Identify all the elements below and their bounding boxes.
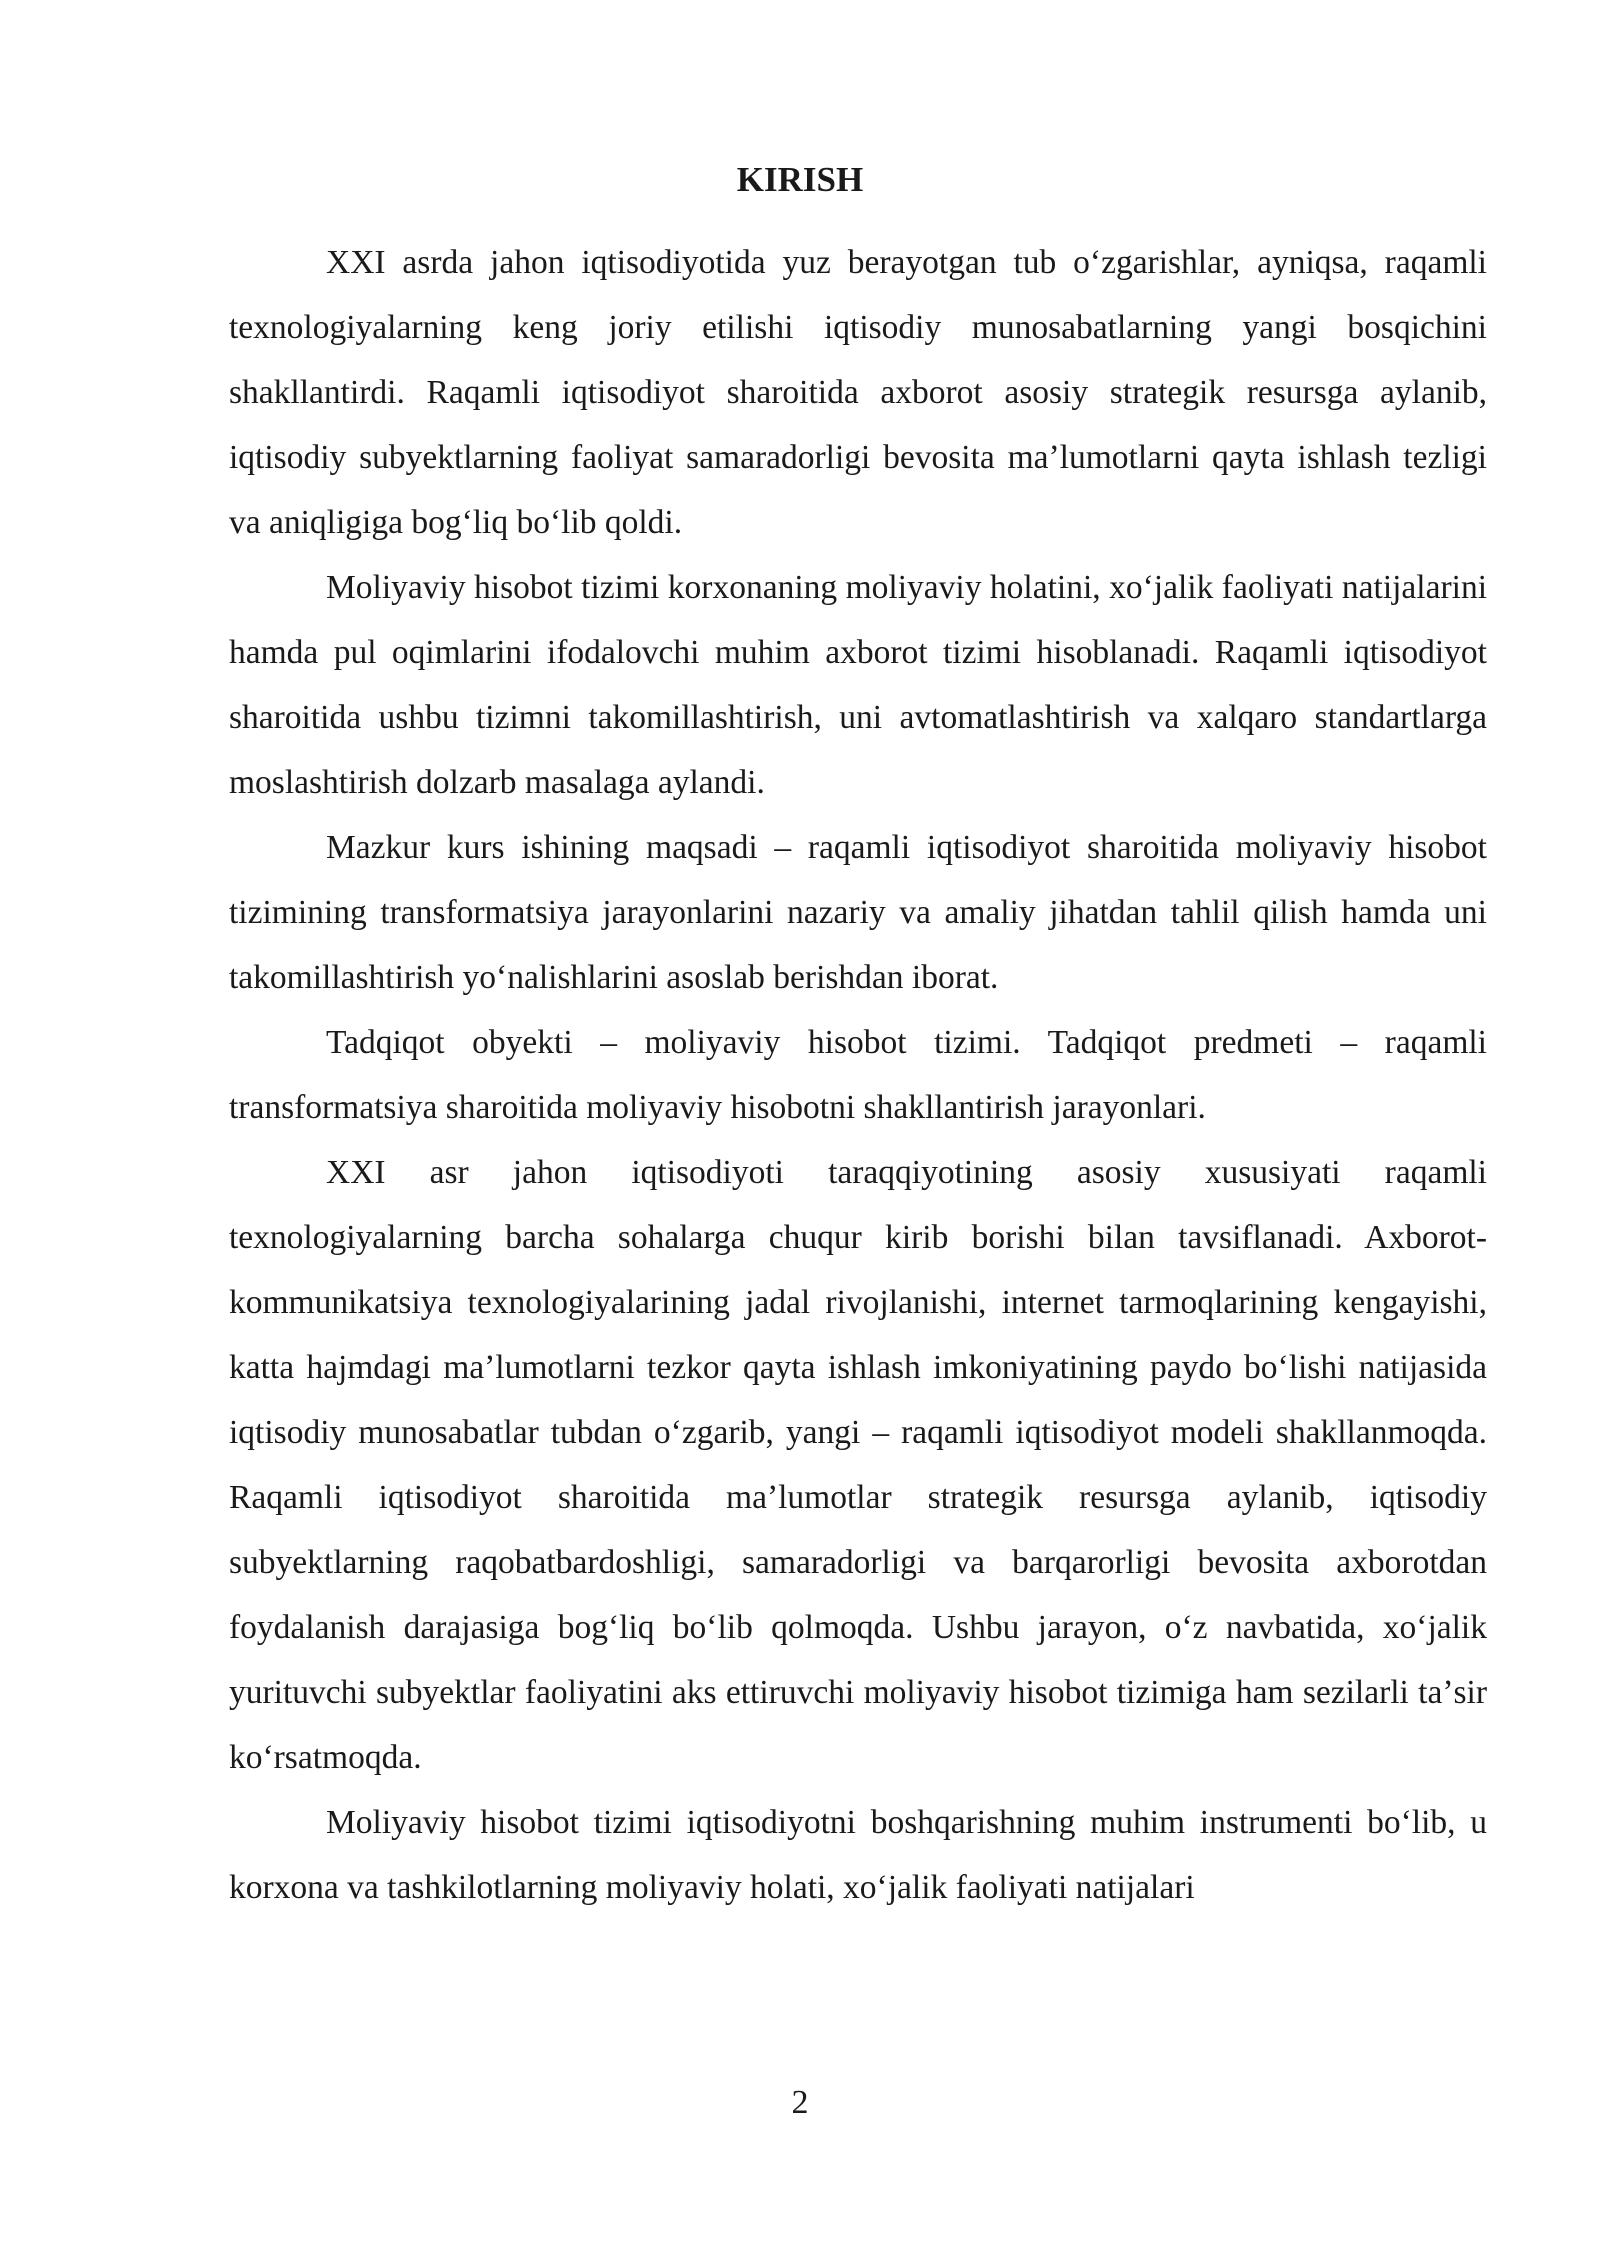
paragraph-1: XXI asrda jahon iqtisodiyotida yuz berayotgan tub oʻzgarishlar, ayniqsa, raqamli texnologiyalarning keng joriy etilishi iqtisodiy munosabatlarning yangi bosqichini shakllantirdi. Raqamli iqtisodiyot sharoitida axborot asosiy strategik resursga aylanib, iqtisodiy subyektlarning faoliyat samaradorligi bevosita maʼlumotlarni qayta ishlash tezligi va aniqligiga bogʻliq boʻlib qoldi. — [229, 244, 1487, 541]
paragraph-2: Moliyaviy hisobot tizimi korxonaning moliyaviy holatini, xoʻjalik faoliyati natijalarini hamda pul oqimlarini ifodalovchi muhim axborot tizimi hisoblanadi. Raqamli iqtisodiyot sharoitida ushbu tizimni takomillashtirish, uni avtomatlashtirish va xalqaro standartlarga moslashtirish dolzarb masalaga aylandi. — [229, 569, 1487, 801]
paragraph-5: XXI asr jahon iqtisodiyoti taraqqiyotining asosiy xususiyati raqamli texnologiyalarning barcha sohalarga chuqur kirib borishi bilan tavsiflanadi. Axborot-kommunikatsiya texnologiyalarining jadal rivojlanishi, internet tarmoqlarining kengayishi, katta hajmdagi maʼlumotlarni tezkor qayta ishlash imkoniyatining paydo boʻlishi natijasida iqtisodiy munosabatlar tubdan oʻzgarib, yangi – raqamli iqtisodiyot modeli shakllanmoqda. Raqamli iqtisodiyot sharoitida maʼlumotlar strategik resursga aylanib, iqtisodiy subyektlarning raqobatbardoshligi, samaradorligi va barqarorligi bevosita axborotdan foydalanish darajasiga bogʻliq boʻlib qolmoqda. Ushbu jarayon, oʻz navbatida, xoʻjalik yurituvchi subyektlar faoliyatini aks ettiruvchi moliyaviy hisobot tizimiga ham sezilarli taʼsir koʻrsatmoqda. — [229, 1154, 1487, 1776]
page-number: 2 — [791, 2084, 809, 2121]
document-title: KIRISH — [736, 160, 864, 199]
document-body — [229, 230, 1487, 1920]
paragraph-3: Mazkur kurs ishining maqsadi – raqamli iqtisodiyot sharoitida moliyaviy hisobot tizimining transformatsiya jarayonlarini nazariy va amaliy jihatdan tahlil qilish hamda uni takomillashtirish yoʻnalishlarini asoslab berishdan iborat. — [229, 829, 1487, 996]
paragraph-6: Moliyaviy hisobot tizimi iqtisodiyotni boshqarishning muhim instrumenti boʻlib, u korxona va tashkilotlarning moliyaviy holati, xoʻjalik faoliyati natijalari — [229, 1804, 1487, 1906]
paragraph-4: Tadqiqot obyekti – moliyaviy hisobot tizimi. Tadqiqot predmeti – raqamli transformatsiya sharoitida moliyaviy hisobotni shakllantirish jarayonlari. — [229, 1024, 1487, 1126]
